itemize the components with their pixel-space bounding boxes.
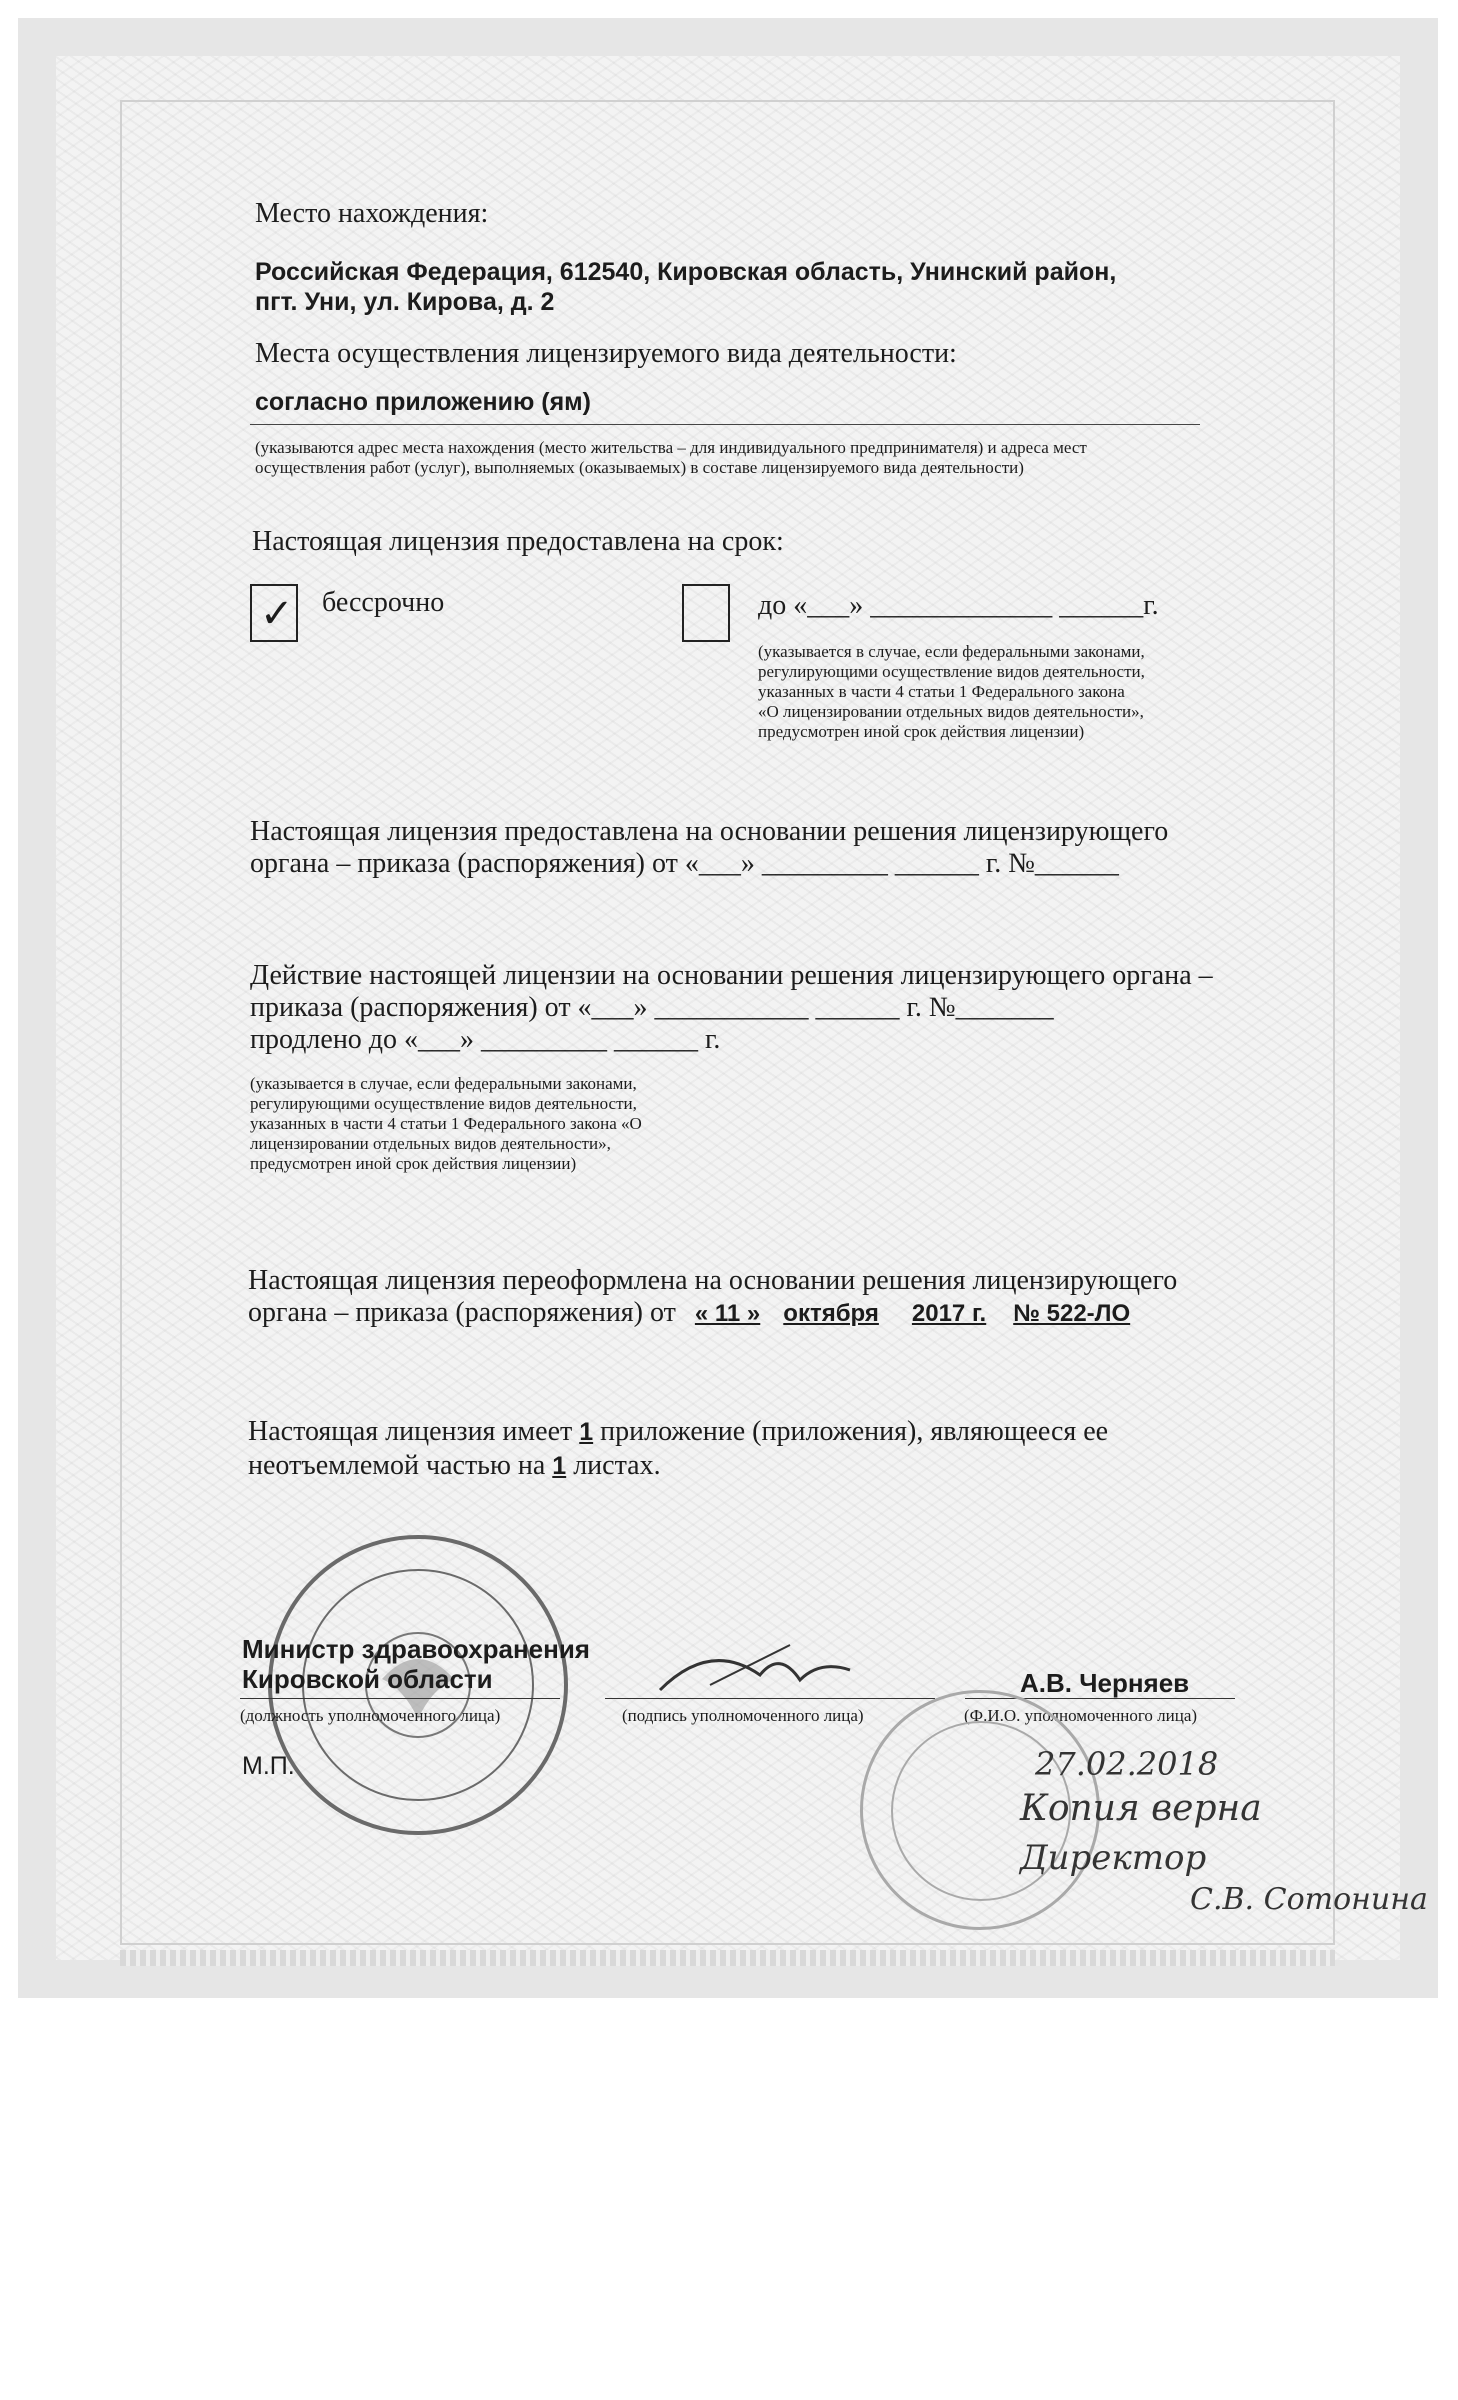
handwritten-director: Директор (1020, 1838, 1207, 1878)
reissue-number: № 522-ЛО (1013, 1300, 1131, 1327)
extension-note-4: лицензировании отдельных видов деятельности», (250, 1134, 611, 1153)
security-footer-strip (120, 1950, 1335, 1966)
location-label: Место нахождения: (255, 198, 489, 229)
until-checkbox (682, 584, 730, 642)
extension-note-1: (указывается в случае, если федеральными законами, (250, 1074, 637, 1093)
term-note-1: (указывается в случае, если федеральными законами, (758, 642, 1145, 661)
reissue-prefix: органа – приказа (распоряжения) от (248, 1297, 676, 1328)
caption-signature: (подпись уполномоченного лица) (622, 1706, 864, 1725)
seal-place: М.П. (242, 1752, 295, 1780)
handwritten-copy: Копия верна (1020, 1788, 1262, 1829)
term-note-5: предусмотрен иной срок действия лицензии) (758, 722, 1085, 741)
extension-note-5: предусмотрен иной срок действия лицензии) (250, 1154, 577, 1173)
activity-places-label: Места осуществления лицензируемого вида деятельности: (255, 338, 957, 369)
extension-line-1: Действие настоящей лицензии на основании решения лицензирующего органа – (250, 960, 1213, 991)
caption-position: (должность уполномоченного лица) (240, 1706, 501, 1725)
extension-note-3: указанных в части 4 статьи 1 Федерального закона «О (250, 1114, 642, 1133)
appendix-text-d: листах. (573, 1450, 661, 1481)
signer-position-line-2: Кировской области (242, 1664, 493, 1694)
appendix-sheets: 1 (552, 1452, 567, 1480)
check-mark-icon: ✓ (260, 591, 294, 637)
activity-places-value: согласно приложению (ям) (255, 388, 591, 416)
reissue-line-1: Настоящая лицензия переоформлена на основании решения лицензирующего (248, 1265, 1178, 1296)
appendix-line-1 (248, 1416, 1108, 1448)
location-line-2: пгт. Уни, ул. Кирова, д. 2 (255, 288, 555, 316)
handwritten-name: С.В. Сотонина (1190, 1882, 1428, 1917)
signer-name: А.В. Черняев (1020, 1668, 1190, 1698)
extension-note-2: регулирующими осуществление видов деятельности, (250, 1094, 637, 1113)
handwritten-date: 27.02.2018 (1035, 1745, 1219, 1783)
reissue-line-2 (248, 1297, 1130, 1329)
appendix-count: 1 (579, 1418, 594, 1446)
term-until: до «___» _____________ ______г. (758, 590, 1159, 621)
activity-places-underline (250, 424, 1200, 425)
basis-line-1: Настоящая лицензия предоставлена на основании решения лицензирующего (250, 816, 1169, 847)
reissue-year: 2017 г. (911, 1300, 987, 1327)
indefinite-checkbox (250, 584, 298, 642)
signature-underline (605, 1698, 935, 1699)
reissue-month: октября (783, 1300, 879, 1327)
term-note-2: регулирующими осуществление видов деятельности, (758, 662, 1145, 681)
term-indefinite: бессрочно (322, 587, 445, 618)
position-underline (240, 1698, 560, 1699)
term-label: Настоящая лицензия предоставлена на срок: (252, 526, 784, 557)
extension-line-2: приказа (распоряжения) от «___» ___________ ______ г. №_______ (250, 992, 1054, 1023)
appendix-text-a: Настоящая лицензия имеет (248, 1416, 573, 1447)
basis-line-2: органа – приказа (распоряжения) от «___» _________ ______ г. №______ (250, 848, 1119, 879)
address-note-line-2: осуществления работ (услуг), выполняемых (оказываемых) в составе лицензируемого вида деятельности) (255, 458, 1024, 477)
caption-name: (Ф.И.О. уполномоченного лица) (964, 1706, 1198, 1725)
reissue-day: « 11 » (694, 1300, 761, 1327)
appendix-text-b: приложение (приложения), являющееся ее (600, 1416, 1109, 1447)
term-note-4: «О лицензировании отдельных видов деятельности», (758, 702, 1144, 721)
address-note-line-1: (указываются адрес места нахождения (место жительства – для индивидуального предпринимателя) и адреса мест (255, 438, 1087, 457)
appendix-text-c: неотъемлемой частью на (248, 1450, 546, 1481)
term-note-3: указанных в части 4 статьи 1 Федерального закона (758, 682, 1125, 701)
signer-position-line-1: Министр здравоохранения (242, 1634, 590, 1664)
location-line-1: Российская Федерация, 612540, Кировская область, Унинский район, (255, 258, 1117, 286)
extension-line-3: продлено до «___» _________ ______ г. (250, 1024, 721, 1055)
appendix-line-2 (248, 1450, 661, 1482)
